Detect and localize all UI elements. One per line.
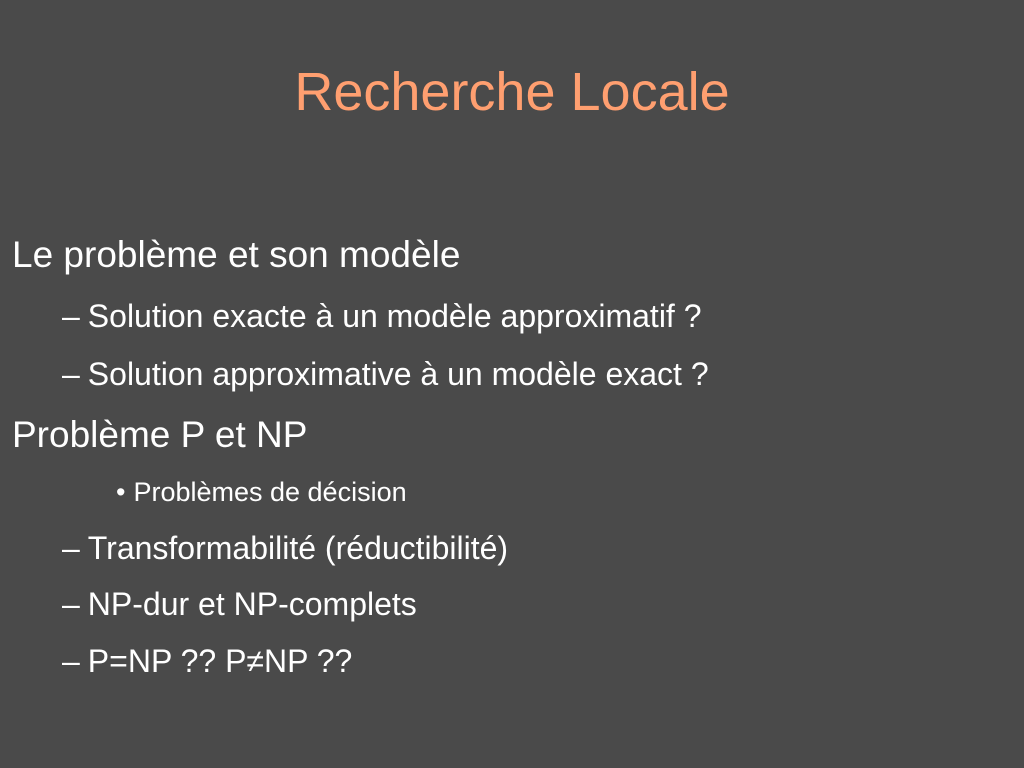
bullet-item-transformabilite: [62, 526, 508, 570]
bullet-text: Le problème et son modèle: [12, 234, 461, 275]
bullet-item-solution-approximative: [62, 352, 709, 396]
bullet-text: NP-dur et NP-complets: [87, 586, 417, 622]
dash-marker: –: [62, 530, 80, 566]
dot-marker: •: [116, 477, 126, 507]
bullet-item-probleme-p-np: [12, 410, 307, 460]
bullet-text: Problèmes de décision: [133, 477, 407, 507]
slide-title: Recherche Locale: [294, 62, 730, 122]
bullet-text: Solution exacte à un modèle approximatif ?: [87, 298, 702, 334]
bullet-item-solution-exacte: [62, 294, 702, 338]
dash-marker: –: [62, 586, 80, 622]
dash-marker: –: [62, 643, 80, 679]
bullet-item-p-np: [62, 639, 352, 683]
bullet-text: Transformabilité (réductibilité): [87, 530, 509, 566]
bullet-item-problemes-decision: [116, 473, 407, 511]
bullet-item-np-dur: [62, 582, 417, 626]
bullet-text: P=NP ?? P≠NP ??: [87, 643, 353, 679]
dash-marker: –: [62, 356, 80, 392]
bullet-text: Problème P et NP: [12, 414, 308, 455]
dash-marker: –: [62, 298, 80, 334]
bullet-text: Solution approximative à un modèle exact ?: [87, 356, 709, 392]
bullet-item-probleme-modele: [12, 230, 460, 280]
